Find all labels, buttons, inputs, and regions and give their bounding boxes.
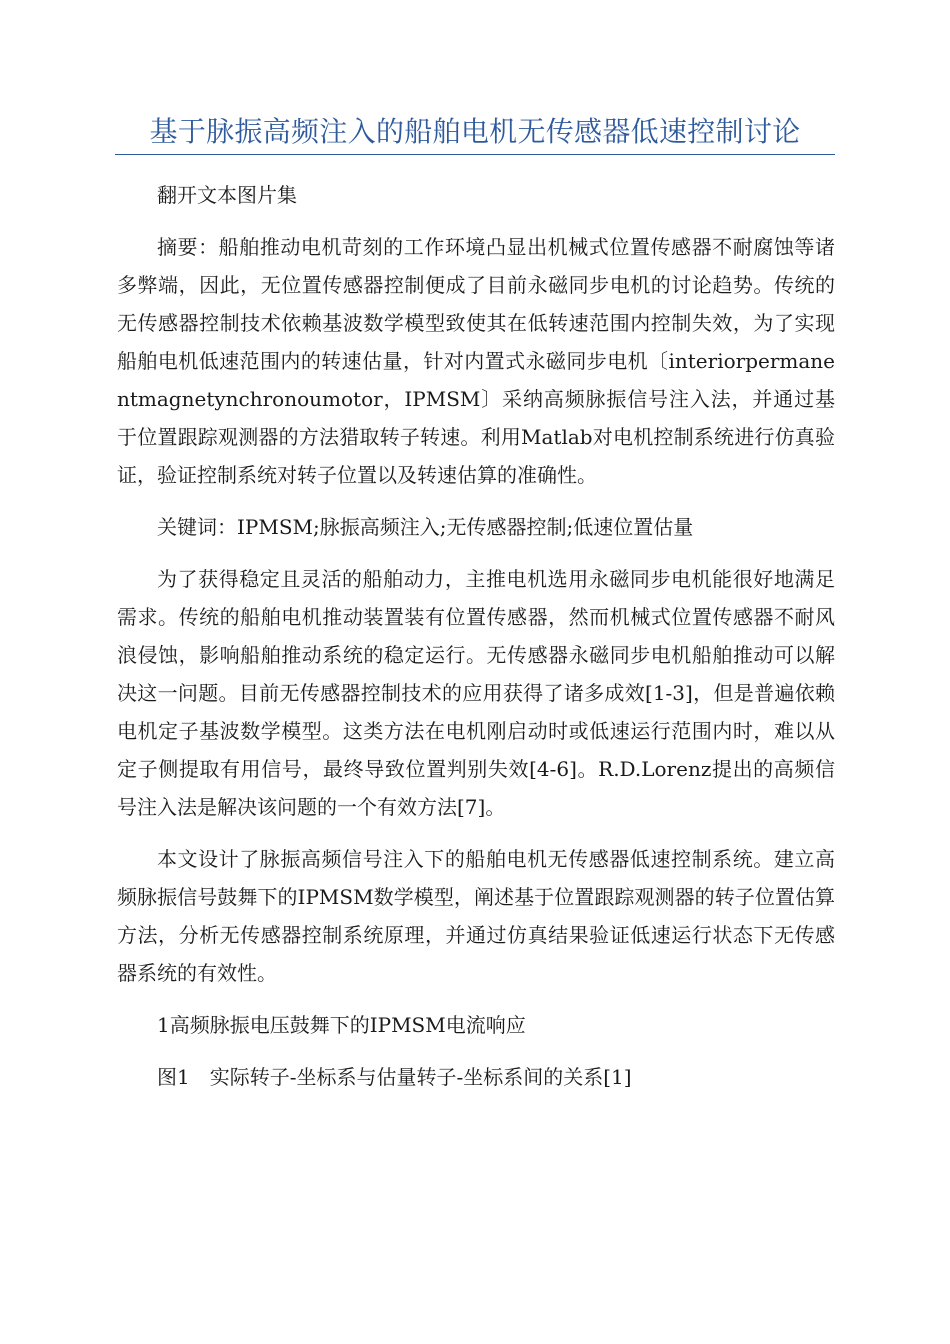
document-title: 基于脉振高频注入的船舶电机无传感器低速控制讨论 xyxy=(149,115,801,148)
section-heading: 1高频脉振电压鼓舞下的IPMSM电流响应 xyxy=(157,1013,526,1037)
paragraph-keywords: 关键词：IPMSM;脉振高频注入;无传感器控制;低速位置估量 xyxy=(157,515,694,539)
paragraph-image-set-link: 翻开文本图片集 xyxy=(157,183,297,207)
title-underline xyxy=(115,154,835,155)
paragraph-introduction: 为了获得稳定且灵活的船舶动力，主推电机选用永磁同步电机能很好地满足需求。传统的船舶电机推动装置装有位置传感器，然而机械式位置传感器不耐风浪侵蚀，影响船舶推动系统的稳定运行。无传感器永磁同步电机船舶推动可以解决这一问题。目前无传感器控制技术的应用获得了诸多成效[1-3]，但是普遍依赖电机定子基波数学模型。这类方法在电机刚启动时或低速运行范围内时，难以从定子侧提取有用信号，最终导致位置判别失效[4-6]。R.D.Lorenz提出的高频信号注入法是解决该问题的一个有效方法[7]。 xyxy=(117,567,835,819)
figure-caption: 图1 实际转子-坐标系与估量转子-坐标系间的关系[1] xyxy=(157,1065,632,1089)
document-body xyxy=(117,176,835,1110)
paragraph-overview: 本文设计了脉振高频信号注入下的船舶电机无传感器低速控制系统。建立高频脉振信号鼓舞下的IPMSM数学模型，阐述基于位置跟踪观测器的转子位置估算方法，分析无传感器控制系统原理，并通过仿真结果验证低速运行状态下无传感器系统的有效性。 xyxy=(117,847,835,985)
paragraph-abstract: 摘要：船舶推动电机苛刻的工作环境凸显出机械式位置传感器不耐腐蚀等诸多弊端，因此，无位置传感器控制便成了目前永磁同步电机的讨论趋势。传统的无传感器控制技术依赖基波数学模型致使其在低转速范围内控制失效，为了实现船舶电机低速范围内的转速估量，针对内置式永磁同步电机〔interiorpermanentmagnetynchronoumotor，IPMSM〕采纳高频脉振信号注入法，并通过基于位置跟踪观测器的方法猎取转子转速。利用Matlab对电机控制系统进行仿真验证，验证控制系统对转子位置以及转速估算的准确性。 xyxy=(117,235,835,487)
